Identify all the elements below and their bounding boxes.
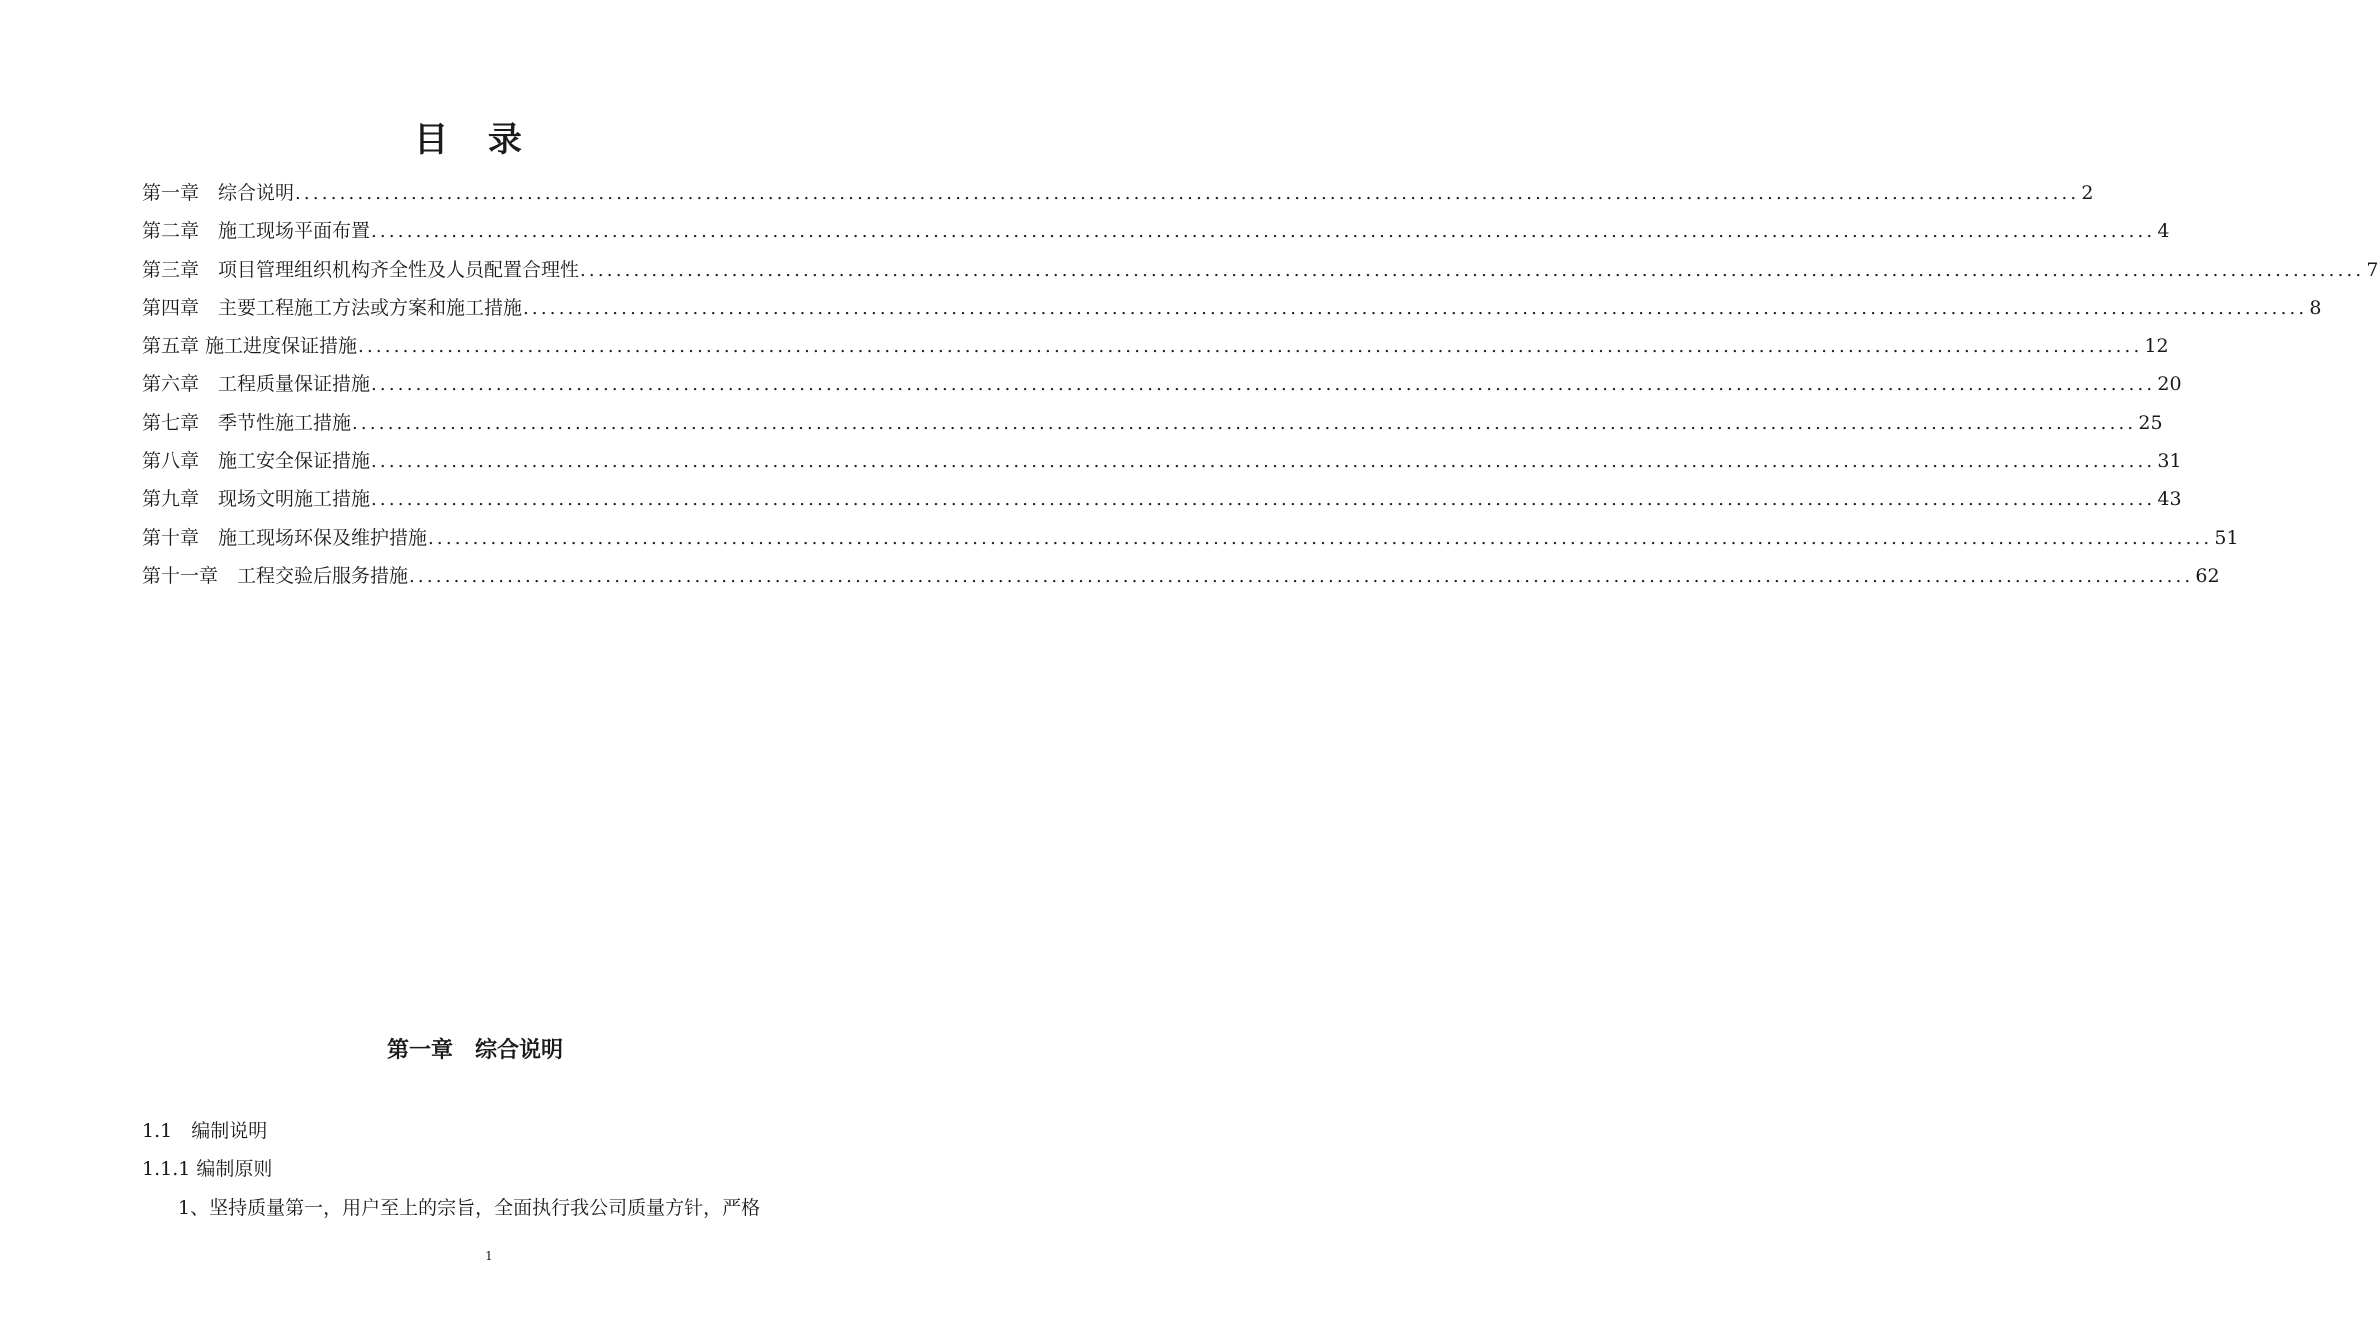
section-heading: 1.1 编制说明 <box>142 1120 268 1142</box>
toc-entry-label: 第四章 主要工程施工方法或方案和施工措施 <box>142 296 523 319</box>
toc-leader-dots: ........................................................................................................................................................................................................ <box>295 183 2080 204</box>
toc-entry[interactable] <box>142 480 2182 518</box>
toc-leader-dots: ........................................................................................................................................................................................................ <box>352 412 2137 434</box>
toc-entry[interactable] <box>142 289 2322 327</box>
toc-entry-label: 第一章 综合说明 <box>142 182 295 204</box>
toc-entry-page: 51 <box>2214 526 2239 549</box>
toc-entry-label: 第八章 施工安全保证措施 <box>142 450 371 473</box>
toc-entry-label: 第二章 施工现场平面布置 <box>142 220 371 243</box>
toc-entry-page: 31 <box>2157 450 2182 473</box>
toc-entry[interactable] <box>142 404 2163 442</box>
toc-entry-page: 7 <box>2366 258 2378 281</box>
toc-entry[interactable] <box>142 442 2182 480</box>
toc-leader-dots: ........................................................................................................................................................................................................ <box>428 527 2213 549</box>
toc-leader-dots: ........................................................................................................................................................................................................ <box>371 374 2156 396</box>
toc-entry[interactable] <box>142 519 2239 557</box>
toc-leader-dots: ........................................................................................................................................................................................................ <box>371 221 2156 243</box>
toc-leader-dots: ........................................................................................................................................................................................................ <box>409 565 2194 587</box>
toc-entry-label: 第三章 项目管理组织机构齐全性及人员配置合理性 <box>142 258 580 281</box>
toc-entry-page: 4 <box>2157 220 2170 243</box>
toc-leader-dots: ........................................................................................................................................................................................................ <box>580 259 2365 281</box>
table-of-contents <box>142 174 2378 595</box>
toc-entry-page: 43 <box>2157 488 2182 511</box>
toc-leader-dots: ........................................................................................................................................................................................................ <box>523 297 2308 319</box>
subsection-heading: 1.1.1 编制原则 <box>142 1158 273 1180</box>
toc-entry-page: 62 <box>2195 564 2220 587</box>
page-number: 1 <box>485 1249 493 1263</box>
toc-leader-dots: ........................................................................................................................................................................................................ <box>358 336 2143 358</box>
toc-entry[interactable] <box>142 327 2169 365</box>
toc-entry-label: 第十章 施工现场环保及维护措施 <box>142 526 428 549</box>
toc-entry-page: 25 <box>2138 411 2163 434</box>
toc-entry-label: 第五章 施工进度保证措施 <box>142 335 358 358</box>
toc-entry-label: 第六章 工程质量保证措施 <box>142 373 371 396</box>
chapter-heading: 第一章 综合说明 <box>386 1037 563 1063</box>
toc-entry[interactable] <box>142 557 2220 595</box>
toc-entry-page: 8 <box>2309 296 2322 319</box>
toc-entry[interactable] <box>142 212 2170 250</box>
toc-entry-page: 20 <box>2157 373 2182 396</box>
toc-entry-page: 2 <box>2081 182 2094 204</box>
toc-entry-page: 12 <box>2144 335 2169 358</box>
toc-leader-dots: ........................................................................................................................................................................................................ <box>371 451 2156 473</box>
toc-entry-label: 第九章 现场文明施工措施 <box>142 488 371 511</box>
toc-entry-label: 第七章 季节性施工措施 <box>142 411 352 434</box>
toc-entry[interactable] <box>142 251 2378 289</box>
toc-title: 目 录 <box>414 120 536 160</box>
toc-entry[interactable] <box>142 174 2094 212</box>
toc-entry[interactable] <box>142 365 2182 403</box>
toc-leader-dots: ........................................................................................................................................................................................................ <box>371 489 2156 511</box>
body-paragraph: 1、坚持质量第一，用户至上的宗旨，全面执行我公司质量方针，严格 <box>178 1197 761 1219</box>
toc-entry-label: 第十一章 工程交验后服务措施 <box>142 564 409 587</box>
